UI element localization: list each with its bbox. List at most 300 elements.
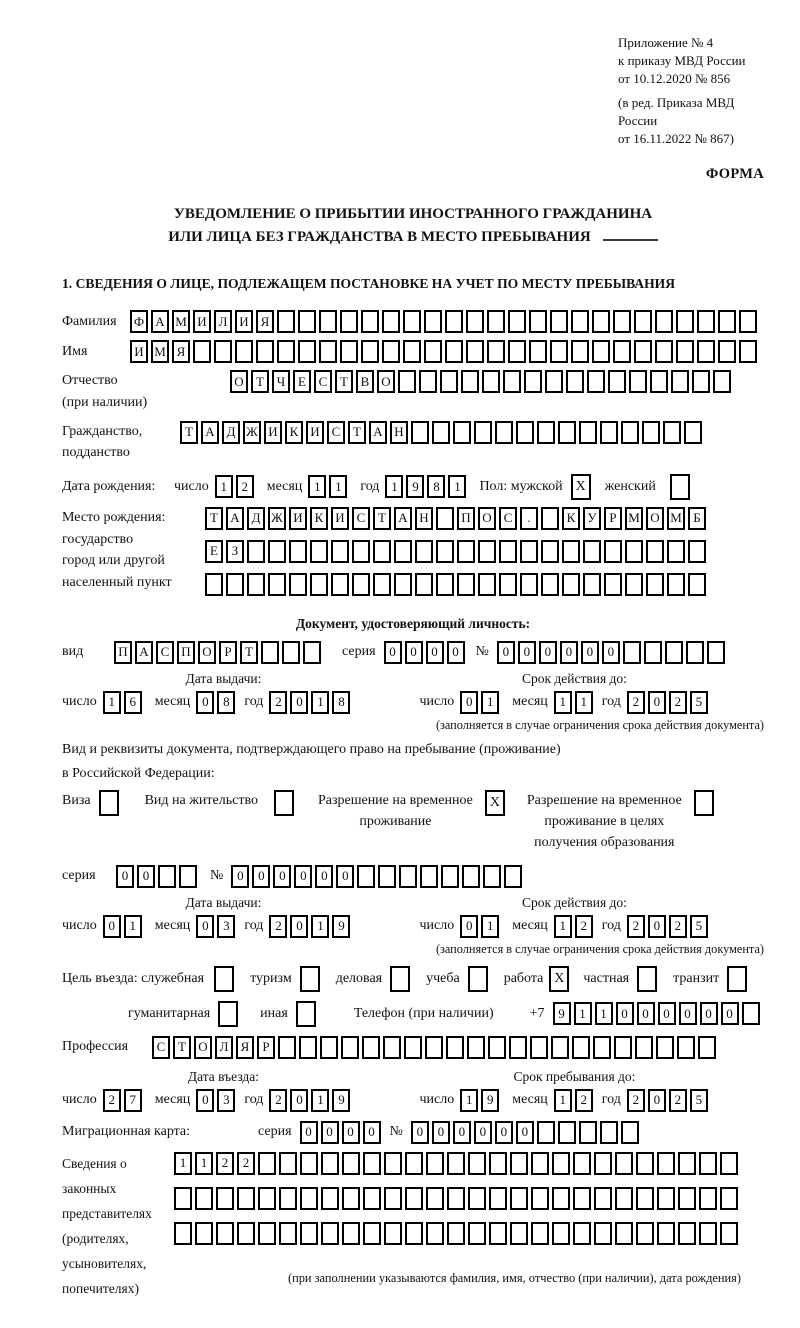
entry-date [62, 1089, 355, 1112]
stay-until-header: Срок пребывания до: [513, 1068, 636, 1084]
char-cell: Ф [130, 310, 148, 333]
doc-valid-month-cells [554, 691, 596, 714]
entry-purpose-label: Цель въезда: служебная [62, 970, 205, 986]
char-cell: И [306, 421, 324, 444]
birth-place-label-line: населенный пункт [62, 574, 172, 590]
char-cell [625, 573, 643, 596]
char-cell [398, 370, 416, 393]
work-label: работа [503, 970, 544, 986]
char-cell [174, 1187, 192, 1210]
phone-prefix: +7 [529, 1005, 545, 1021]
temp-residence-label-line: проживание [359, 813, 432, 829]
char-cell [277, 310, 295, 333]
char-cell [593, 1036, 611, 1059]
char-cell [530, 1036, 548, 1059]
char-cell [247, 573, 265, 596]
char-cell: К [285, 421, 303, 444]
sex-female-label: женский [604, 478, 656, 494]
doc-valid-date [355, 691, 764, 714]
char-cell: А [201, 421, 219, 444]
residence-permit-option [145, 790, 294, 816]
char-cell: 3 [217, 1089, 235, 1112]
char-cell: 0 [196, 691, 214, 714]
char-cell: 2 [269, 1089, 287, 1112]
char-cell [426, 1152, 444, 1175]
temp-residence-label [318, 790, 473, 832]
res-number-cells [231, 865, 525, 888]
char-cell: С [314, 370, 332, 393]
char-cell: 0 [497, 641, 515, 664]
year-label: год [601, 1092, 621, 1108]
char-cell [488, 1036, 506, 1059]
char-cell [425, 1036, 443, 1059]
appendix-block [618, 34, 764, 148]
char-cell: В [356, 370, 374, 393]
char-cell: А [226, 507, 244, 530]
char-cell [579, 1121, 597, 1144]
char-cell: 0 [103, 915, 121, 938]
form-title-line2-wrap [62, 226, 764, 249]
temp-residence-edu-label-line: получения образования [534, 834, 675, 850]
birth-place-block [62, 507, 764, 606]
char-cell [331, 540, 349, 563]
char-cell [340, 340, 358, 363]
char-cell: 0 [321, 1121, 339, 1144]
char-cell [321, 1222, 339, 1245]
char-cell: И [130, 340, 148, 363]
char-cell [436, 540, 454, 563]
char-cell [394, 540, 412, 563]
migration-card-label: Миграционная карта: [62, 1124, 191, 1140]
char-cell [678, 1187, 696, 1210]
char-cell [697, 310, 715, 333]
char-cell [415, 540, 433, 563]
char-cell: 0 [518, 641, 536, 664]
char-cell: 0 [363, 1121, 381, 1144]
revision-line: (в ред. Приказа МВД России [618, 94, 735, 128]
char-cell [551, 1036, 569, 1059]
char-cell: 1 [311, 915, 329, 938]
char-cell: Ч [272, 370, 290, 393]
char-cell [436, 573, 454, 596]
char-cell [594, 1222, 612, 1245]
temp-residence-edu-option [527, 790, 714, 853]
doc-dates-group [62, 671, 764, 733]
char-cell [373, 540, 391, 563]
char-cell [634, 310, 652, 333]
mig-number-label: № [389, 1124, 403, 1140]
char-cell: 1 [311, 691, 329, 714]
char-cell [453, 421, 471, 444]
char-cell: Я [172, 340, 190, 363]
surname-row [62, 310, 764, 333]
phone-label: Телефон (при наличии) [353, 1005, 494, 1021]
char-cell [600, 1121, 618, 1144]
char-cell [667, 573, 685, 596]
entry-dates-group [62, 1069, 764, 1112]
char-cell: 1 [554, 915, 572, 938]
migration-card-row [62, 1121, 764, 1144]
char-cell: Б [688, 507, 706, 530]
char-cell [342, 1187, 360, 1210]
year-label: год [601, 918, 621, 934]
char-cell [426, 1187, 444, 1210]
representatives-block [62, 1152, 764, 1302]
char-cell [646, 573, 664, 596]
char-cell: 0 [447, 641, 465, 664]
form-title [62, 203, 764, 250]
identity-doc-heading: Документ, удостоверяющий личность: [295, 615, 531, 631]
char-cell [592, 340, 610, 363]
doc-issue-year-cells [269, 691, 353, 714]
char-cell [529, 340, 547, 363]
char-cell: П [177, 641, 195, 664]
char-cell: И [331, 507, 349, 530]
char-cell [411, 421, 429, 444]
char-cell: К [310, 507, 328, 530]
month-label: месяц [512, 918, 548, 934]
char-cell: 7 [124, 1089, 142, 1112]
mig-series-cells [300, 1121, 384, 1144]
char-cell: 0 [637, 1002, 655, 1025]
char-cell: А [394, 507, 412, 530]
validity-note: (заполняется в случае ограничения срока действия документа) [435, 717, 764, 732]
char-cell: С [352, 507, 370, 530]
char-cell: У [583, 507, 601, 530]
char-cell: 0 [411, 1121, 429, 1144]
day-label: число [62, 694, 97, 710]
char-cell: О [194, 1036, 212, 1059]
char-cell [487, 340, 505, 363]
char-cell: 1 [215, 475, 233, 498]
char-cell [426, 1222, 444, 1245]
char-cell [384, 1222, 402, 1245]
char-cell: Ж [243, 421, 261, 444]
mig-number-cells [411, 1121, 642, 1144]
char-cell [499, 573, 517, 596]
representatives-label [62, 1152, 174, 1302]
char-cell: 1 [124, 915, 142, 938]
humanitarian-label: гуманитарная [128, 1005, 211, 1021]
char-cell: П [457, 507, 475, 530]
char-cell [718, 340, 736, 363]
char-cell: 0 [495, 1121, 513, 1144]
char-cell: С [152, 1036, 170, 1059]
visa-option [62, 790, 119, 816]
char-cell [699, 1187, 717, 1210]
char-cell [319, 310, 337, 333]
char-cell: 1 [574, 1002, 592, 1025]
char-cell [667, 540, 685, 563]
char-cell: 0 [560, 641, 578, 664]
char-cell: 0 [290, 1089, 308, 1112]
month-label: месяц [512, 694, 548, 710]
char-cell: 1 [554, 691, 572, 714]
char-cell: Р [257, 1036, 275, 1059]
other-label: иная [260, 1005, 288, 1021]
char-cell [657, 1187, 675, 1210]
char-cell [510, 1152, 528, 1175]
char-cell: М [172, 310, 190, 333]
char-cell: И [235, 310, 253, 333]
char-cell: 0 [648, 1089, 666, 1112]
char-cell [361, 340, 379, 363]
char-cell [552, 1187, 570, 1210]
char-cell [676, 310, 694, 333]
char-cell [572, 1036, 590, 1059]
char-cell: 9 [481, 1089, 499, 1112]
char-cell [303, 641, 321, 664]
temp-residence-edu-label [527, 790, 682, 853]
char-cell: М [667, 507, 685, 530]
char-cell: 0 [602, 641, 620, 664]
char-cell [541, 507, 559, 530]
char-cell: 0 [516, 1121, 534, 1144]
char-cell [489, 1222, 507, 1245]
representatives-label-line: Сведения о [62, 1155, 127, 1171]
char-cell: З [226, 540, 244, 563]
char-cell: А [369, 421, 387, 444]
char-cell: 1 [195, 1152, 213, 1175]
char-cell: Л [215, 1036, 233, 1059]
char-cell [321, 1187, 339, 1210]
char-cell [424, 340, 442, 363]
char-cell [678, 1222, 696, 1245]
char-cell [174, 1222, 192, 1245]
char-cell: 0 [196, 915, 214, 938]
char-cell [707, 641, 725, 664]
char-cell [247, 540, 265, 563]
representatives-label-line: попечителях) [62, 1280, 139, 1296]
char-cell: И [193, 310, 211, 333]
doc-valid-day-cells [460, 691, 502, 714]
char-cell [320, 1036, 338, 1059]
char-cell: 2 [269, 915, 287, 938]
representatives-note: (при заполнении указываются фамилия, имя, отчество (при наличии), дата рождения) [287, 1270, 741, 1285]
form-label: ФОРМА [705, 165, 764, 182]
char-cell: 0 [116, 865, 134, 888]
char-cell [447, 1222, 465, 1245]
res-issue-date [62, 915, 355, 938]
month-label: месяц [266, 478, 303, 494]
purpose-business-checkbox [390, 966, 410, 992]
char-cell [684, 421, 702, 444]
stay-month-cells [554, 1089, 596, 1112]
doc-type-label: вид [62, 644, 84, 660]
char-cell: М [625, 507, 643, 530]
citizenship-cells [180, 421, 705, 444]
study-label: учеба [426, 970, 460, 986]
char-cell: 2 [627, 1089, 645, 1112]
char-cell: О [478, 507, 496, 530]
residence-doc-line2: в Российской Федерации: [62, 765, 215, 781]
char-cell [541, 540, 559, 563]
char-cell [289, 573, 307, 596]
char-cell [258, 1187, 276, 1210]
char-cell: С [156, 641, 174, 664]
purpose-other-checkbox [296, 1001, 316, 1027]
char-cell: 1 [385, 475, 403, 498]
char-cell [467, 1036, 485, 1059]
char-cell [571, 310, 589, 333]
char-cell: 1 [481, 915, 499, 938]
res-issue-year-cells [269, 915, 353, 938]
char-cell [503, 370, 521, 393]
visa-label: Виза [62, 792, 91, 808]
res-valid-month-cells [554, 915, 596, 938]
char-cell [468, 1187, 486, 1210]
char-cell: 9 [332, 1089, 350, 1112]
char-cell [289, 540, 307, 563]
char-cell [319, 340, 337, 363]
visa-checkbox [99, 790, 119, 816]
char-cell [541, 573, 559, 596]
char-cell [394, 573, 412, 596]
char-cell: 2 [237, 1152, 255, 1175]
char-cell [403, 340, 421, 363]
res-dates-headers [62, 895, 764, 915]
char-cell [362, 1036, 380, 1059]
char-cell [363, 1187, 381, 1210]
birth-place-label-line: город или другой [62, 553, 165, 569]
char-cell: 2 [627, 691, 645, 714]
surname-label: Фамилия [62, 313, 117, 329]
char-cell: 0 [658, 1002, 676, 1025]
char-cell: 0 [539, 641, 557, 664]
doc-issue-day-cells [103, 691, 145, 714]
entry-purpose-row [62, 966, 764, 992]
char-cell [378, 865, 396, 888]
char-cell [205, 573, 223, 596]
residence-doc-line1: Вид и реквизиты документа, подтверждающего право на пребывание (проживание) [62, 741, 561, 757]
year-label: год [244, 1092, 264, 1108]
char-cell [686, 641, 704, 664]
res-dates-group [62, 895, 764, 957]
char-cell [363, 1152, 381, 1175]
char-cell: 0 [252, 865, 270, 888]
char-cell [720, 1222, 738, 1245]
char-cell: 0 [581, 641, 599, 664]
doc-issue-header: Дата выдачи: [185, 670, 262, 686]
char-cell [621, 1121, 639, 1144]
char-cell [663, 421, 681, 444]
appendix-line: Приложение № 4 [618, 35, 714, 50]
char-cell [483, 865, 501, 888]
char-cell [583, 540, 601, 563]
citizenship-label-line2: подданство [62, 445, 130, 461]
char-cell: 6 [124, 691, 142, 714]
doc-issue-date [62, 691, 355, 714]
char-cell [587, 370, 605, 393]
char-cell [340, 310, 358, 333]
temp-residence-option [318, 790, 505, 832]
char-cell [405, 1152, 423, 1175]
temp-residence-checkbox: X [485, 790, 505, 816]
birth-place-row1-cells [205, 507, 709, 530]
char-cell [384, 1152, 402, 1175]
char-cell [720, 1187, 738, 1210]
char-cell [508, 340, 526, 363]
char-cell [692, 370, 710, 393]
char-cell [594, 1152, 612, 1175]
char-cell [615, 1187, 633, 1210]
char-cell [214, 340, 232, 363]
char-cell: 2 [103, 1089, 121, 1112]
char-cell: Р [219, 641, 237, 664]
year-label: год [244, 694, 264, 710]
res-valid-day-cells [460, 915, 502, 938]
res-dates-line [62, 915, 764, 938]
char-cell [573, 1152, 591, 1175]
representatives-label-line: законных [62, 1180, 117, 1196]
char-cell: О [646, 507, 664, 530]
birth-date-row [62, 474, 764, 500]
char-cell: 0 [648, 915, 666, 938]
char-cell [445, 340, 463, 363]
char-cell: О [198, 641, 216, 664]
birth-place-rows [205, 507, 709, 606]
char-cell [404, 1036, 422, 1059]
char-cell: С [327, 421, 345, 444]
char-cell [237, 1187, 255, 1210]
char-cell [613, 310, 631, 333]
char-cell [562, 573, 580, 596]
char-cell [357, 865, 375, 888]
birth-month-cells [308, 475, 350, 498]
char-cell [300, 1152, 318, 1175]
representatives-label-line: (родителях, [62, 1230, 129, 1246]
char-cell [495, 421, 513, 444]
char-cell: 5 [690, 1089, 708, 1112]
char-cell: 0 [679, 1002, 697, 1025]
mig-series-label: серия [258, 1124, 292, 1140]
char-cell [531, 1152, 549, 1175]
char-cell [537, 1121, 555, 1144]
char-cell: 3 [217, 915, 235, 938]
res-valid-year-cells [627, 915, 711, 938]
char-cell: А [151, 310, 169, 333]
char-cell [341, 1036, 359, 1059]
doc-valid-header: Срок действия до: [521, 670, 627, 686]
char-cell [644, 641, 662, 664]
char-cell: Т [348, 421, 366, 444]
char-cell [310, 573, 328, 596]
char-cell: . [520, 507, 538, 530]
sex-female-checkbox [670, 474, 690, 500]
char-cell: 1 [448, 475, 466, 498]
char-cell [384, 1187, 402, 1210]
char-cell [419, 370, 437, 393]
char-cell [179, 865, 197, 888]
year-label: год [601, 694, 621, 710]
char-cell: 1 [554, 1089, 572, 1112]
char-cell: М [151, 340, 169, 363]
char-cell [636, 1222, 654, 1245]
char-cell: 0 [616, 1002, 634, 1025]
char-cell [445, 310, 463, 333]
char-cell: Д [247, 507, 265, 530]
surname-cells [130, 310, 760, 333]
char-cell: Н [390, 421, 408, 444]
char-cell [216, 1222, 234, 1245]
char-cell: 1 [308, 475, 326, 498]
char-cell [629, 370, 647, 393]
year-label: год [244, 918, 264, 934]
purpose-humanitarian-checkbox [218, 1001, 238, 1027]
char-cell [657, 1222, 675, 1245]
char-cell [520, 573, 538, 596]
purpose-study-checkbox [468, 966, 488, 992]
